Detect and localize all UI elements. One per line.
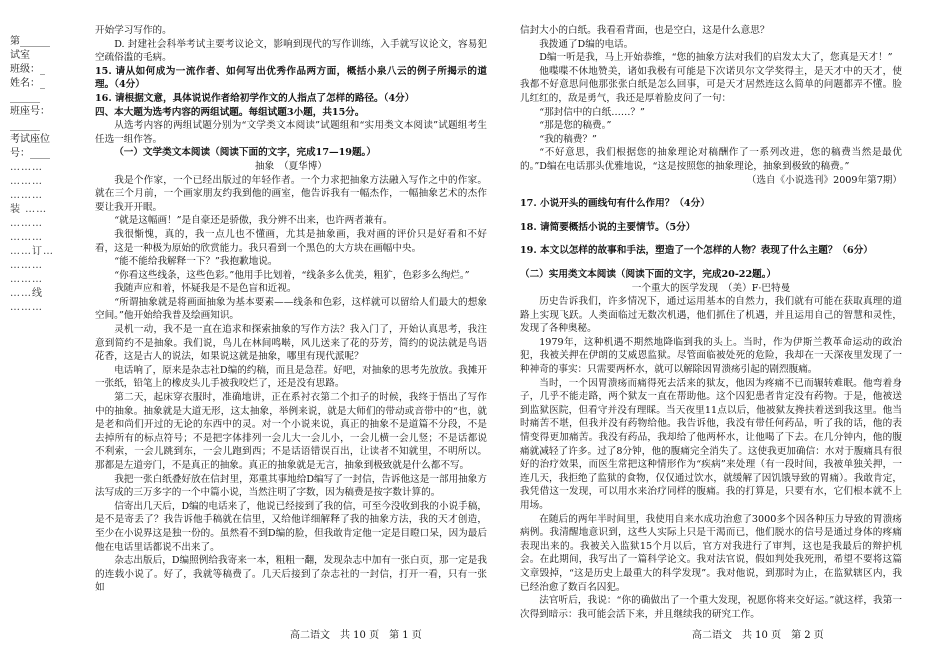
binding-margin bbox=[10, 35, 66, 595]
paragraph: 他喋喋不休地赞美，诸如我极有可能是下次诺贝尔文学奖得主，是天才中的天才，使我都不好意思问他那张张白纸是怎么回事，可是天才居然连这么简单的问题都弄不懂。脸儿红红的，敌是勇气，我还是厚着脸皮问了一句： bbox=[520, 65, 902, 104]
paragraph: 杂志出版后，D编照例给我寄来一本，粗粗一翻，发现杂志中加有一张白页，那一定是我的连载小说了。好了，我就等稿费了。几天后接到了杂志社的一封信，打开一看，只有一张如 bbox=[95, 555, 487, 594]
binding-label: ……… bbox=[10, 232, 43, 243]
question-heading: 16. 请根据文意，具体说说作者给初学作文的人指点了怎样的路径。（4分） bbox=[95, 92, 415, 104]
binding-label: ……… bbox=[10, 260, 43, 271]
paragraph: 我是个作家，一个已经出版过的年轻作者。一个力求把抽象方法融入写作之中的作家。就在三个月前，一个画家朋友约我到他的画室，他告诉我有一幅杰作，一幅抽象艺术的杰作要让我开开眼。 bbox=[95, 174, 487, 213]
binding-label: ……… bbox=[10, 190, 43, 201]
binding-label: 试室 bbox=[10, 50, 30, 61]
paragraph: （选自《小说选刊》2009年第7期） bbox=[746, 174, 902, 186]
paragraph: “那封信中的白纸……？” bbox=[539, 106, 645, 118]
binding-label: ……订… bbox=[10, 246, 54, 257]
paragraph: “我的稿费？” bbox=[539, 133, 597, 145]
binding-label: ……… bbox=[10, 176, 43, 187]
question-heading: （一）文学类文本阅读（阅读下面的文字，完成17—19题。） bbox=[114, 147, 376, 159]
paragraph: 灵机一动，我不是一直在追求和探索抽象的写作方法？我入门了，开始认真思考，我注意到简约不是抽象。我们说，鸟儿在林间鸣啭，风儿送来了花的芬芳，简约的说法就是鸟语花香，这是古人的说法，如果说这就是抽象，哪里有现代派呢？ bbox=[95, 324, 487, 363]
binding-label: 姓名：_ bbox=[10, 78, 45, 89]
question-heading: 15. 请从如何成为一流作者、如何写出优秀作品两方面，概括小泉八云的例子所揭示的道理。（4分） bbox=[95, 65, 487, 91]
binding-label: ……… bbox=[10, 162, 43, 173]
paragraph: “不好意思，我们根据您的抽象理论对稿酬作了一系列改进，您的稿费当然是最优的。”D编在电话那头优雅地说，“这是按照您的抽象理论，抽象到极致的稿费。” bbox=[520, 147, 902, 172]
paragraph: 在随后的两年半时间里，我使用自来水成功治愈了3000多个因各种压力导致的胃溃疡病例。我清醒地意识到，这些人实际上只是干渴而已，他们脱水的信号是通过身体的疼痛表现出来的。我被关入监狱15个月以后，官方对我进行了审判，这也是我最后的辩护机会。在此期间，我写出了一篇科学论文。我对法官说，假如判处我死刑，希望不要将这篇文章毁掉，“这是历史上最重大的科学发现”。我对他说，到那时为止，在监狱辖区内，我已经治愈了数百名囚犯。 bbox=[520, 513, 902, 593]
binding-label: 装 …… bbox=[10, 204, 48, 215]
paragraph: 开始学习写作的。 bbox=[95, 25, 172, 36]
paragraph: “所谓抽象就是将画面抽象为基本要素——线条和色彩，这样就可以留给人们最大的想象空间。”他开始给我普及绘画知识。 bbox=[95, 296, 487, 322]
paragraph: 当时，一个因胃溃疡而痛得死去活来的狱友，他因为疼痛不已而辗转难眠。他弯着身子，几乎不能走路，两个狱友一直在帮助他。这个囚犯患者肯定没有药物。于是，他被送到监狱医院，但看守并没有理睬。当天夜里11点以后，他被狱友搀扶着送到我这里。他当时痛苦不堪，但我并没有药物给他。我告诉他，我没有带任何药品，听了我的话，他的表情变得更加痛苦。我没有药品，我却给了他两杯水，让他喝了下去。在几分钟内，他的腹痛就减轻了许多。过了8分钟，他的腹痛完全消失了。这使我更加确信：水对于腹痛具有很好的治疗效果，而医生常把这种情形作为“疾病”来处理（有一段时间，我被单独关押，一连几天，我拒绝了监狱的食物，仅仅通过饮水，就缓解了因饥饿导致的胃痛）。我敢肯定，我凭借这一发现，可以用水来治疗同样的腹痛。我的打算是，只要有水，它们根本就不上用场。 bbox=[520, 377, 902, 511]
paragraph: D编一听是我，马上开始恭维，“您的抽象方法对我们的启发太大了，您真是天才！” bbox=[539, 52, 893, 64]
spacer bbox=[520, 234, 902, 244]
spacer bbox=[520, 258, 902, 268]
binding-label: ______ bbox=[10, 120, 40, 131]
binding-label: ______ bbox=[10, 92, 40, 103]
binding-label: 班级：_ bbox=[10, 64, 45, 75]
paragraph: “那是您的稿费。” bbox=[539, 120, 612, 132]
spacer bbox=[520, 211, 902, 221]
binding-label: 号：____ bbox=[10, 148, 50, 159]
question-heading: 17. 小说开头的画线句有什么作用？（4分） bbox=[520, 198, 710, 210]
article-title: 一个重大的医学发现 （美）F·巴特曼 bbox=[631, 282, 791, 294]
paragraph: 法官听后，我说：“你的确做出了一个重大发现，祝愿你将来交好运。”就这样，我第一次得到暗示：我可能会活下来，并且继续我的研究工作。 bbox=[520, 595, 902, 620]
paragraph: 信寄出几天后，D编的电话来了，他说已经接到了我的信，可至今没收到我的小说手稿，是不是寄丢了？我告诉他手稿就在信里，又给他详细解释了我的抽象方法，我的天才创造，至少在小说界这是独一份的。虽然看不到D编的脸，但我敢肯定他一定是目瞪口呆，因为最后他在电话里话都说不出来了。 bbox=[95, 500, 487, 553]
paragraph: 电话响了，原来是杂志社D编的约稿，而且是急茬。好吧，对抽象的思考先放放。我摊开一张纸，铅笔上的橡皮头儿手被我咬烂了，还是没有思路。 bbox=[95, 364, 487, 390]
spacer bbox=[520, 187, 902, 197]
binding-label: ……… bbox=[10, 274, 43, 285]
paragraph: “就是这幅画！”是自豪还是骄傲，我分辨不出来，也许两者兼有。 bbox=[114, 215, 393, 227]
article-title: 抽象 （夏华博） bbox=[255, 160, 327, 172]
paragraph: 我把一张白纸叠好放在信封里，郑重其事地给D编写了一封信，告诉他这是一部用抽象方法写成的三万多字的一个中篇小说，当然注明了字数，因为稿费是按字数计算的。 bbox=[95, 473, 487, 499]
binding-label: ……… bbox=[10, 302, 43, 313]
paragraph: “你看这些线条，这些色彩。”他用手比划着，“线条多么优美，粗犷，色彩多么绚烂。” bbox=[114, 269, 470, 281]
paragraph: 从选考内容的两组试题分别为“文学类文本阅读”试题组和“实用类文本阅读”试题组考生任选一组作答。 bbox=[95, 120, 487, 145]
binding-label: 第______ bbox=[10, 36, 50, 47]
paragraph: D. 封建社会科举考试主要考议论文，影响到现代的写作训练，入手就写议论文，容易犯空疏俗滥的毛病。 bbox=[95, 38, 487, 64]
binding-label: ……线 bbox=[10, 288, 43, 299]
paragraph: 信封大小的白纸。我看看背面，也是空白，这是什么意思？ bbox=[520, 25, 770, 36]
question-heading: 19. 本文以怎样的故事和手法，塑造了一个怎样的人物？表现了什么主题？（6分） bbox=[520, 245, 873, 257]
page-footer-left: 高二语文 共 10 页 第 1 页 bbox=[290, 630, 422, 641]
question-heading: 18. 请简要概括小说的主要情节。（5分） bbox=[520, 221, 696, 233]
binding-label: 班座号： bbox=[10, 106, 50, 117]
question-heading: 四、本大题为选考内容的两组试题。每组试题3小题，共15分。 bbox=[95, 106, 365, 118]
page-footer-right: 高二语文 共 10 页 第 2 页 bbox=[692, 630, 824, 641]
paragraph: 我拨通了D编的电话。 bbox=[539, 38, 634, 50]
binding-label: ……… bbox=[10, 218, 43, 229]
left-column bbox=[95, 24, 487, 595]
paragraph: 历史告诉我们，许多情况下，通过运用基本的自然力，我们就有可能在获取真理的道路上实现飞跃。人类面临过无数次机遇，他们抓住了机遇，并且运用自己的智慧和灵性，发现了各种奥秘。 bbox=[520, 296, 902, 335]
paragraph: 我随声应和着，怀疑我是不是色盲和近视。 bbox=[114, 283, 297, 295]
paragraph: 1979年，这种机遇不期然地降临到我的头上。当时，作为伊斯兰教革命运动的政治犯，我被关押在伊朗的艾威恩监狱。尽管面临被处死的危险，我却在一天深夜里发现了一种神奇的事实：只需要两杯水，就可以解除因胃溃疡引起的剧烈腹痛。 bbox=[520, 336, 902, 376]
paragraph: “能不能给我解释一下？”我抱歉地说。 bbox=[114, 256, 278, 268]
right-column bbox=[520, 24, 902, 621]
question-heading: （二）实用类文本阅读（阅读下面的文字，完成20-22题。） bbox=[520, 268, 777, 280]
paragraph: 我很惭愧，真的，我一点儿也不懂画，尤其是抽象画，我对画的评价只是好看和不好看，这是一种极为原始的欣赏能力。我只看到一个黑色的大方块在画幅中央。 bbox=[95, 228, 487, 254]
paragraph: 第二天，起床穿衣服时，准确地讲，正在系衬衣第二个扣子的时候，我终于悟出了写作中的抽象。抽象就是大道无形，这太抽象，举例来说，就是大师们的带动或音带中的“也，就是老和尚们开过的无论的东西中的灵。对一个小说来说，真正的抽象不是道篇不分段，不是去掉所有的标点符号；不是把字体排列一会儿大一会儿小，一会儿横一会儿竖；不是话都说不利索，一会儿跳到东，一会儿跑到西；不是话语错误百出，让读者不知就里，不明所以。那都是左道旁门，不是真正的抽象。真正的抽象就是无言，抽象到极致就是什么都不写。 bbox=[95, 392, 487, 471]
binding-label: 考试座位 bbox=[10, 134, 50, 145]
